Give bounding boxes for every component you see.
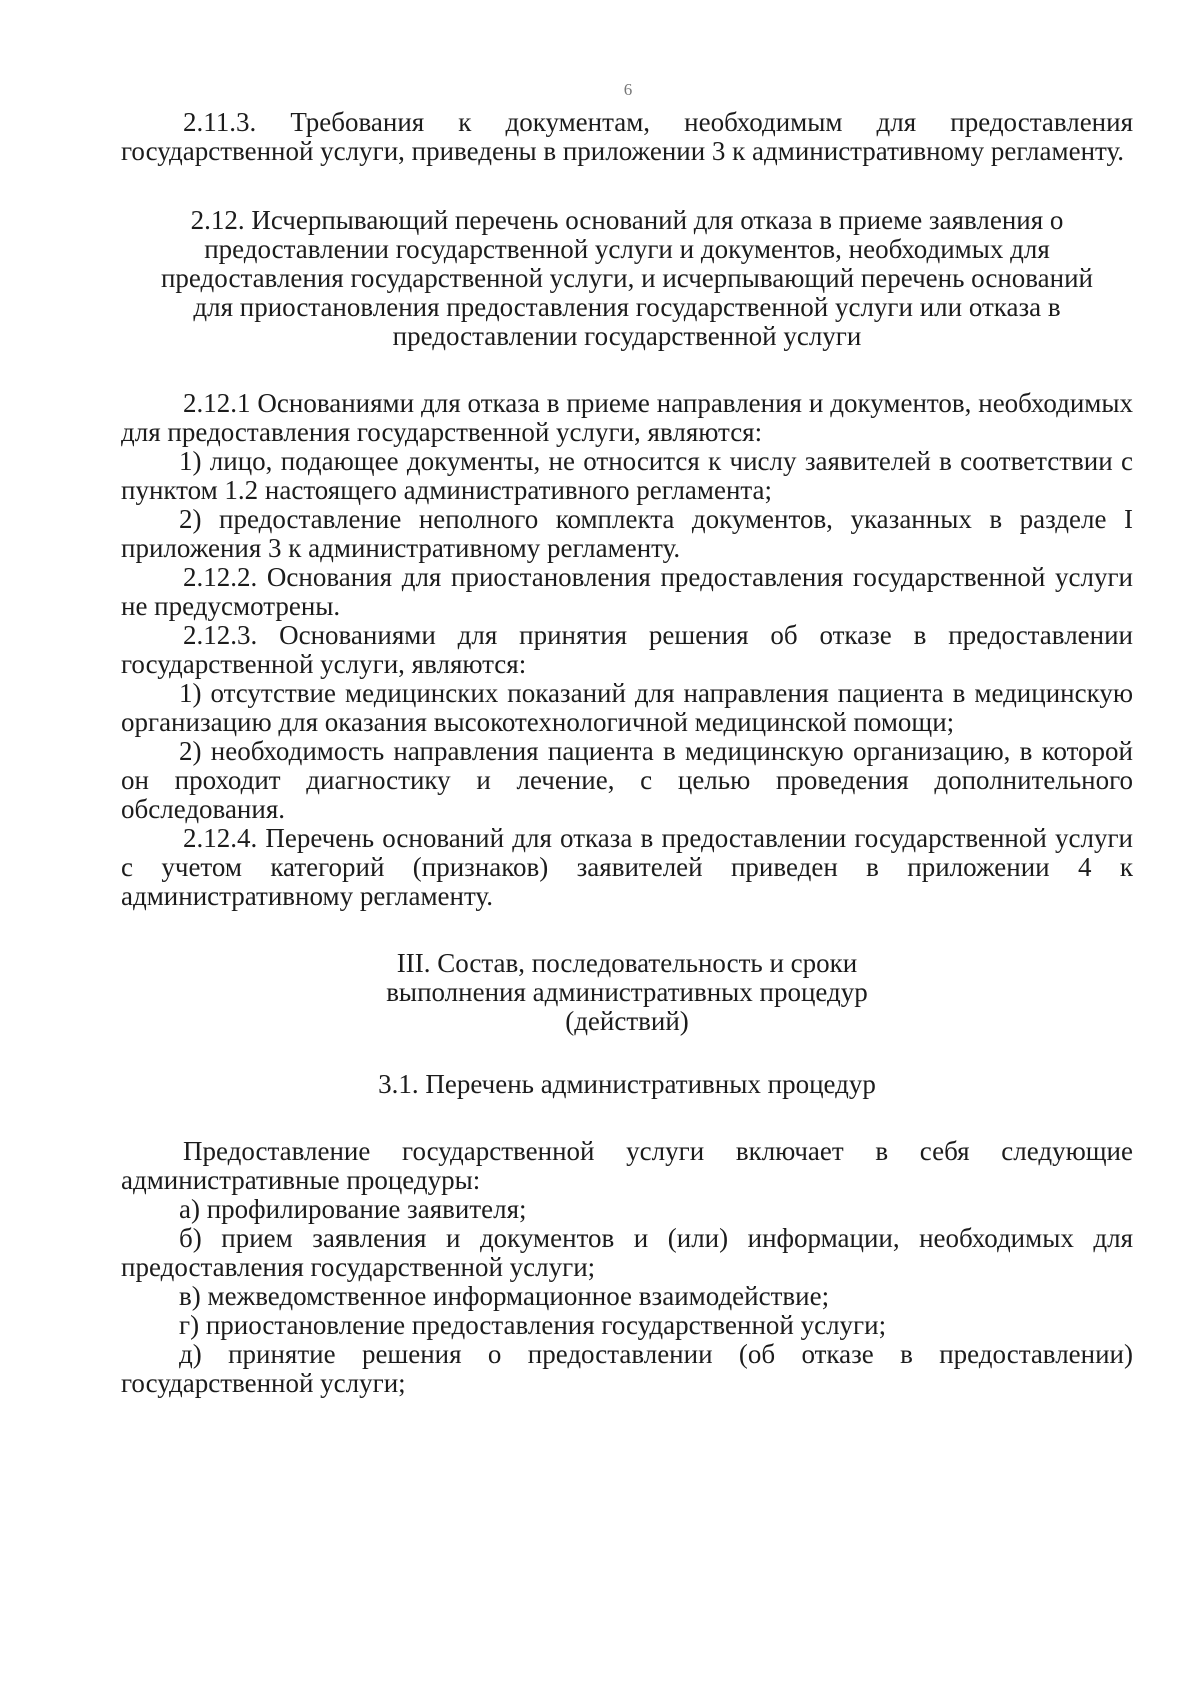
list-item-d: д) принятие решения о предоставлении (об отказе в предоставлении) государственной услуги; <box>121 1339 1133 1398</box>
paragraph-2-12-3: 2.12.3. Основаниями для принятия решения об отказе в предоставлении государственной услуги, являются: <box>121 620 1133 679</box>
list-item-2-12-1-2: 2) предоставление неполного комплекта документов, указанных в разделе I приложения 3 к административному регламенту. <box>121 504 1133 563</box>
list-item-a: а) профилирование заявителя; <box>179 1194 527 1224</box>
paragraph-2-12-2: 2.12.2. Основания для приостановления предоставления государственной услуги не предусмотрены. <box>121 562 1133 621</box>
list-item-2-12-3-2: 2) необходимость направления пациента в медицинскую организацию, в которой он проходит диагностику и лечение, с целью проведения дополнительного обследования. <box>121 736 1133 824</box>
section-heading-3-1: 3.1. Перечень административных процедур <box>378 1069 876 1099</box>
list-item-b: б) прием заявления и документов и (или) информации, необходимых для предоставления государственной услуги; <box>121 1223 1133 1282</box>
list-item-2-12-1-1: 1) лицо, подающее документы, не относится к числу заявителей в соответствии с пунктом 1.2 настоящего административного регламента; <box>121 446 1133 505</box>
section-heading-2-12: 2.12. Исчерпывающий перечень оснований для отказа в приеме заявления о предоставлении государственной услуги и документов, необходимых для предоставления государственной услуги, и исчерпывающий перечень оснований для приостановления предоставления государственной услуги или отказа в предоставлении государственной услуги <box>160 205 1094 351</box>
chapter-heading-line: (действий) <box>565 1006 689 1036</box>
chapter-heading-line: выполнения административных процедур <box>386 977 868 1007</box>
document-body <box>121 108 1133 1398</box>
chapter-heading-III <box>121 949 1133 1036</box>
paragraph-3-1-intro: Предоставление государственной услуги включает в себя следующие административные процедуры: <box>121 1136 1133 1195</box>
chapter-heading-line: III. Состав, последовательность и сроки <box>396 948 858 978</box>
paragraph-2-12-1: 2.12.1 Основаниями для отказа в приеме направления и документов, необходимых для предоставления государственной услуги, являются: <box>121 388 1133 447</box>
list-item-2-12-3-1: 1) отсутствие медицинских показаний для направления пациента в медицинскую организацию для оказания высокотехнологичной медицинской помощи; <box>121 678 1133 737</box>
paragraph-2-11-3: 2.11.3. Требования к документам, необходимым для предоставления государственной услуги, приведены в приложении 3 к административному регламенту. <box>121 107 1133 166</box>
list-item-g: г) приостановление предоставления государственной услуги; <box>179 1310 887 1340</box>
paragraph-2-12-4: 2.12.4. Перечень оснований для отказа в предоставлении государственной услуги с учетом категорий (признаков) заявителей приведен в приложении 4 к административному регламенту. <box>121 823 1133 911</box>
page-number: 6 <box>623 80 633 99</box>
list-item-v: в) межведомственное информационное взаимодействие; <box>179 1281 830 1311</box>
